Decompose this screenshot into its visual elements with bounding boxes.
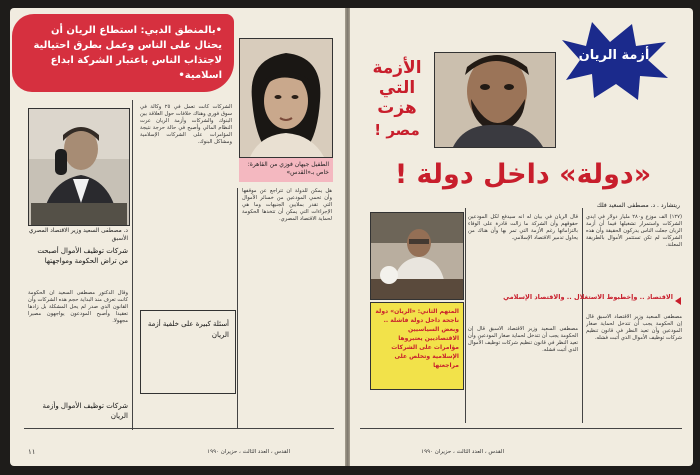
body-column: هل يمكن للدولة أن تتراجع عن موقفها وأن تحمي المودعين من خسائر الأموال التي تقدر بملايين الجنيهات وما هي الإجراءات التي يمكن أن تتخذها الحكومة لحماية الاقتصاد المصري.: [242, 188, 332, 222]
banner-star: [558, 18, 670, 102]
body-column: الشركات كانت تعمل في ٢٥ وكالة في سوق فوري وهناك خلافات حول العلاقة بين البنوك والشركات وأزمة الريان عرت النظام المالي وأصبح في حالة حرجة نتيجة المؤامرات على الشركات الإسلامية ومشاكل البنوك.: [140, 104, 232, 145]
column-heading: شركات توظيف الأموال أصبحت من تراض الحكومة ومواجهتها: [37, 247, 128, 265]
body-column: مصطفى السعيد وزير الاقتصاد الأسبق قال إن الحكومة يجب أن تتدخل لحماية صغار المودعين وأن تعيد النظر في قانون تنظيم شركات توظيف الأموال الذي أثبت فشله.: [586, 314, 682, 341]
main-headline: «دولة» داخل دولة !: [394, 159, 652, 190]
kicker-line: الأزمة: [372, 58, 422, 78]
kicker-line: مصر !: [374, 121, 420, 139]
body-column: قال الريان في بيان له أنه سيدفع لكل المودعين حقوقهم وأن الشركة ما زالت قادرة على الوفاء بالتزاماتها رغم الأزمة التي تمر بها وأن هناك من يحاول تدمير الاقتصاد الإسلامي.: [468, 214, 578, 241]
footer-rule: [24, 428, 334, 429]
column-heading: أسئلة كبيرة على خلفية أزمة الريان: [147, 320, 229, 339]
body-column: (١٢٧) الف موزع و٢٨٠ مليار دولار في أيدي الشركات واستمرار تشغيلها فيما أن أزمة الريان جعلت الناس يدركون الحقيقة وأن هذه الشركات لم تكن تستثمر الأموال بالطريقة المعلنة.: [586, 214, 682, 248]
red-quote-text: •بالمنطق الدبي: استطاع الريان أن يحتال على الناس وعمل بطرق احتيالية لاجتذاب الناس باعتبار الشركة ابداع اسلامية•: [33, 25, 222, 81]
body-column: مصطفى السعيد وزير الاقتصاد الأسبق قال إن الحكومة يجب أن تتدخل لحماية صغار المودعين وأن تعيد النظر في قانون تنظيم شركات توظيف الأموال الذي أثبت فشله.: [468, 326, 578, 353]
kicker-line: التي: [378, 78, 416, 98]
photo-man-portrait: [434, 52, 556, 148]
heading-box: [140, 310, 236, 394]
red-quote-box: [12, 14, 234, 92]
kicker-line: هزت: [377, 98, 417, 118]
photo-woman-caption: الطفيل جيهان فوزي من القاهرة: خاص بـ«القدس»: [247, 161, 329, 176]
column-rule: [465, 208, 466, 423]
issue-line: القدس ، العدد الثالث ، حزيران ١٩٩٠: [207, 449, 290, 455]
right-page: [350, 8, 693, 466]
photo-man-phone: [28, 108, 130, 226]
byline: ريتشارد . د. مصطفى السعيد فلك: [596, 202, 680, 209]
subhead-economy: الاقتصاد .. وإخطبوط الاستغلال .. والاقتصاد الإسلامي: [503, 293, 673, 301]
yellow-caption-box: [370, 302, 464, 390]
photo-office: [370, 212, 464, 300]
page-number: ١١: [28, 448, 36, 456]
column-rule: [237, 188, 238, 428]
column-heading: شركات توظيف الأموال وأزمة الريان: [42, 402, 128, 420]
photo-man-phone-caption: د. مصطفى السعيد وزير الاقتصاد المصري الأسبق: [28, 228, 128, 242]
column-rule: [582, 208, 583, 423]
footer-rule: [360, 428, 682, 429]
left-page: [10, 8, 345, 466]
subhead-arrow-icon: [675, 297, 681, 305]
photo-office-caption: المتهم الثاني: «الريان» دولة ناجحة داخل دولة فاشلة .. وبعض السياسيين الاقتصاديين يعتبروها مؤامرات على الشركات الإسلامية وتخلص على مراجعتها: [375, 308, 459, 369]
column-rule: [132, 100, 133, 430]
body-column: وقال الدكتور مصطفى السعيد ان الحكومة كانت تعرف منذ البداية حجم هذه الشركات وأن القانون الذي صدر لم يحل المشكلة بل زادها تعقيدا وأصبح المودعون يواجهون مصيرا مجهولا.: [28, 290, 128, 324]
issue-line: القدس ، العدد الثالث ، حزيران ١٩٩٠: [421, 449, 504, 455]
banner-label: أزمة الريان: [578, 48, 650, 63]
photo-woman: [239, 38, 333, 158]
pink-caption-box: [239, 158, 333, 182]
